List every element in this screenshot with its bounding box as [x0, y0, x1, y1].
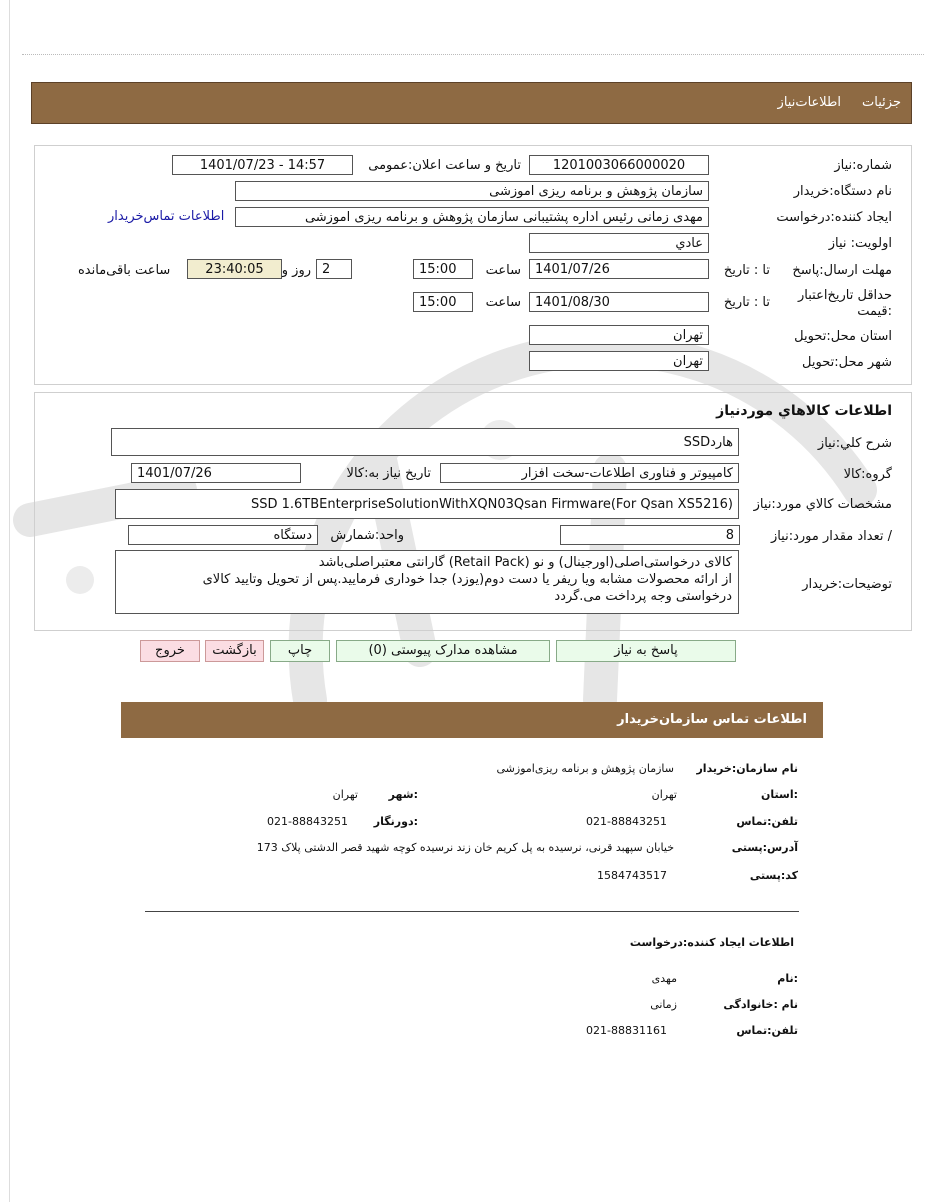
buyer-notes-line-2: از ارائه محصولات مشابه ویا ریفر یا دست دوم(یوزد) جدا خوداری فرمایید.پس از تحویل وتایید کالای: [202, 572, 732, 587]
deadline-date-field: 1401/07/26: [529, 259, 709, 279]
delivery-city-label: شهر محل:تحویل: [802, 355, 892, 370]
goods-spec-label: مشخصات کالاي مورد:نیاز: [753, 497, 892, 512]
contact-province-label: :استان: [761, 788, 798, 801]
contact-postal-label: کد:پستی: [749, 869, 798, 882]
creator-family-value: زمانی: [650, 998, 677, 1011]
contact-title: اطلاعات تماس سازمان‌خریدار: [617, 712, 807, 727]
exit-button[interactable]: خروج: [140, 640, 200, 662]
priority-field: عادي: [529, 233, 709, 253]
contact-fax-label: :دورنگار: [373, 815, 418, 828]
quantity-label: / تعداد مقدار مورد:نیاز: [770, 529, 892, 544]
deadline-time-field: 15:00: [413, 259, 473, 279]
contact-header-bar: [121, 702, 823, 738]
reply-button[interactable]: پاسخ به نیاز: [556, 640, 736, 662]
creator-phone-label: تلفن:تماس: [736, 1024, 798, 1037]
contact-postal-value: 1584743517: [597, 869, 667, 882]
contact-org-label: نام سازمان:خریدار: [696, 762, 798, 775]
buyer-org-label: نام دستگاه:خریدار: [793, 184, 892, 199]
general-desc-field: هاردSSD: [111, 428, 739, 456]
need-date-field: 1401/07/26: [131, 463, 301, 483]
deadline-time-label: ساعت: [485, 263, 521, 278]
tab-need-info[interactable]: اطلاعات‌نیاز: [777, 95, 841, 110]
buyer-notes-label: توضیحات:خریدار: [802, 577, 892, 592]
deadline-label: مهلت ارسال:پاسخ: [792, 263, 892, 278]
creator-family-label: نام :خانوادگی: [723, 998, 798, 1011]
unit-label: واحد:شمارش: [330, 528, 404, 543]
creator-name-value: مهدی: [651, 972, 677, 985]
announce-date-label: تاریخ و ساعت اعلان:عمومی: [368, 158, 521, 173]
delivery-city-field: تهران: [529, 351, 709, 371]
quantity-field: 8: [560, 525, 740, 545]
buyer-notes-line-3: درخواستی وجه پرداخت می.گردد: [554, 589, 732, 604]
contact-address-label: آدرس:پستی: [731, 841, 798, 854]
back-button[interactable]: بازگشت: [205, 640, 264, 662]
creator-phone-value: 021-88831161: [586, 1024, 667, 1037]
validity-time-label: ساعت: [485, 295, 521, 310]
need-date-label: تاریخ نیاز به:کالا: [346, 466, 431, 481]
buyer-notes-line-1: کالای درخواستی‌اصلی(اورجینال) و نو (Retail Pack) گارانتی معتبراصلی‌باشد: [318, 555, 732, 570]
price-validity-label-1: حداقل تاریخ‌اعتبار: [798, 288, 892, 303]
unit-field: دستگاه: [128, 525, 318, 545]
delivery-province-label: استان محل:تحویل: [794, 329, 892, 344]
buyer-contact-link[interactable]: اطلاعات تماس‌خریدار: [108, 209, 225, 224]
view-attachments-button[interactable]: مشاهده مدارک پیوستی (0): [336, 640, 550, 662]
validity-date-field: 1401/08/30: [529, 292, 709, 312]
need-number-label: شماره:نیاز: [834, 158, 892, 173]
creator-name-label: :نام: [777, 972, 798, 985]
price-validity-label-2: :قیمت: [857, 304, 892, 319]
delivery-province-field: تهران: [529, 325, 709, 345]
creator-section-title: اطلاعات ایجاد کننده:درخواست: [629, 936, 794, 949]
contact-fax-value: 021-88843251: [267, 815, 348, 828]
contact-province-value: تهران: [651, 788, 677, 801]
contact-city-value: تهران: [332, 788, 358, 801]
announce-date-field: 1401/07/23 - 14:57: [172, 155, 353, 175]
contact-org-value: سازمان پژوهش و برنامه ریزی‌اموزشی: [496, 762, 674, 775]
contact-address-value: خیابان سپهبد قرنی، نرسیده به پل کریم خان زند نرسیده کوچه شهید قصر الدشتی پلاک 173: [256, 841, 674, 854]
goods-spec-field: SSD 1.6TBEnterpriseSolutionWithXQN03Qsan Firmware(For Qsan XS5216): [115, 489, 739, 519]
goods-section-title: اطلاعات کالاهاي موردنياز: [716, 403, 892, 419]
days-remaining-field: 2: [316, 259, 352, 279]
contact-divider: [145, 911, 799, 912]
creator-label: ایجاد کننده:درخواست: [776, 210, 892, 225]
priority-label: اولویت: نیاز: [828, 236, 892, 251]
goods-group-label: گروه:کالا: [843, 467, 892, 482]
contact-city-label: :شهر: [388, 788, 418, 801]
print-button[interactable]: چاپ: [270, 640, 330, 662]
validity-time-field: 15:00: [413, 292, 473, 312]
left-border-line: [9, 0, 10, 1202]
validity-to-date-label: تا : تاریخ: [723, 295, 770, 310]
deadline-to-date-label: تا : تاریخ: [723, 263, 770, 278]
time-remaining-label: ساعت باقی‌مانده: [78, 263, 171, 278]
goods-group-field: کامپیوتر و فناوری اطلاعات-سخت افزار: [440, 463, 739, 483]
contact-phone-label: تلفن:تماس: [736, 815, 798, 828]
tab-details[interactable]: جزئيات: [862, 95, 901, 110]
buyer-notes-field: [115, 550, 739, 614]
creator-field: مهدی زمانی رئیس اداره پشتیبانی سازمان پژوهش و برنامه ریزی اموزشی: [235, 207, 709, 227]
buyer-org-field: سازمان پژوهش و برنامه ریزی اموزشی: [235, 181, 709, 201]
days-label: روز و: [281, 263, 311, 278]
time-remaining-field: 23:40:05: [187, 259, 282, 279]
details-header-bar: [31, 82, 912, 124]
top-dotted-divider: [22, 54, 924, 55]
need-number-field: 1201003066000020: [529, 155, 709, 175]
general-desc-label: شرح کلي:نیاز: [817, 436, 892, 451]
contact-phone-value: 021-88843251: [586, 815, 667, 828]
